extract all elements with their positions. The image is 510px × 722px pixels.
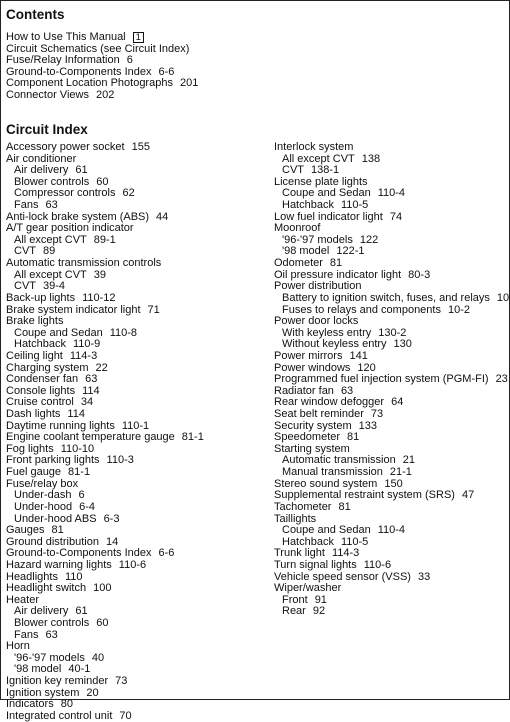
contents-entry-title: Circuit Schematics (see Circuit Index) bbox=[6, 42, 190, 55]
index-entry-page: 155 bbox=[131, 141, 150, 153]
index-entry-title: Coupe and Sedan bbox=[282, 524, 371, 537]
index-entry-page: 92 bbox=[312, 605, 326, 618]
index-entry-page: 110-4 bbox=[377, 524, 406, 537]
index-entry-page: 138 bbox=[361, 152, 381, 165]
index-entry-page: 61 bbox=[75, 605, 88, 618]
contents-entry-title: Component Location Photographs bbox=[6, 77, 173, 90]
index-entry-title: Under-hood ABS bbox=[14, 512, 97, 525]
index-entry-page: 89 bbox=[43, 245, 56, 258]
index-entry-page: 63 bbox=[340, 384, 354, 397]
index-entry-title: '96-'97 models bbox=[282, 233, 353, 246]
contents-entry-title: How to Use This Manual bbox=[6, 31, 126, 43]
contents-entry-title: Connector Views bbox=[6, 89, 89, 102]
index-entry-page: 6-6 bbox=[158, 547, 175, 560]
index-entry-page: 14 bbox=[105, 535, 119, 548]
index-entry-page: 64 bbox=[391, 396, 404, 409]
index-entry-page: 21-1 bbox=[389, 466, 412, 479]
index-entry-page: 10 bbox=[496, 291, 510, 304]
index-entry-page: 39 bbox=[93, 268, 106, 281]
index-entry-title: CVT bbox=[282, 164, 304, 177]
index-entry-title: Compressor controls bbox=[14, 187, 116, 200]
index-entry-page: 130 bbox=[393, 338, 412, 351]
index-entry-title: Security system bbox=[274, 419, 352, 432]
index-entry-title: Ceiling light bbox=[6, 349, 63, 362]
index-entry-page: 6-4 bbox=[79, 500, 95, 513]
contents-entry-page: 6 bbox=[126, 54, 133, 67]
index-entry-page: 81 bbox=[338, 500, 351, 513]
index-entry-title: Fuel gauge bbox=[6, 466, 62, 479]
index-entry-title: Front parking lights bbox=[6, 454, 100, 467]
index-entry-title: Front bbox=[282, 593, 308, 606]
index-entry-title: All except CVT bbox=[14, 233, 87, 246]
index-entry-title: Power door locks bbox=[274, 315, 359, 328]
index-entry-title: A/T gear position indicator bbox=[6, 222, 134, 235]
index-entry-title: Cruise control bbox=[6, 396, 74, 409]
circuit-index-right-column bbox=[274, 142, 510, 618]
index-entry-title: Heater bbox=[6, 593, 40, 606]
index-entry-page: 63 bbox=[45, 199, 58, 212]
index-entry-title: Dash lights bbox=[6, 408, 61, 421]
index-entry-title: Horn bbox=[6, 640, 30, 653]
index-subentry[interactable] bbox=[6, 514, 268, 526]
index-entry-title: Coupe and Sedan bbox=[14, 326, 103, 339]
index-entry-title: Hatchback bbox=[282, 199, 334, 212]
contents-entry-page: 6-6 bbox=[158, 65, 175, 78]
index-entry-title: Hatchback bbox=[14, 338, 66, 351]
contents-entry-title: Fuse/Relay Information bbox=[6, 54, 120, 67]
index-entry[interactable] bbox=[6, 711, 268, 722]
index-entry-title: Manual transmission bbox=[282, 466, 383, 479]
circuit-index-heading: Circuit Index bbox=[6, 122, 88, 137]
index-entry-title: '96-'97 models bbox=[14, 651, 85, 664]
index-entry-page: 47 bbox=[461, 489, 475, 502]
index-entry-title: Back-up lights bbox=[6, 291, 76, 304]
index-entry-title: Power distribution bbox=[274, 280, 362, 293]
index-entry-title: CVT bbox=[14, 245, 36, 258]
index-entry-title: Ignition key reminder bbox=[6, 675, 109, 688]
index-entry-title: Trunk light bbox=[274, 547, 325, 560]
index-entry-page: 22 bbox=[95, 361, 108, 374]
index-entry-page: 150 bbox=[384, 477, 403, 490]
index-entry-page: 138-1 bbox=[311, 164, 340, 177]
index-entry-page: 114 bbox=[67, 408, 85, 421]
index-entry-page: 74 bbox=[389, 210, 403, 223]
index-entry-page: 114-3 bbox=[331, 547, 360, 560]
index-entry-title: Headlights bbox=[6, 570, 58, 583]
index-entry-page: 110-5 bbox=[340, 199, 369, 212]
index-entry-title: Supplemental restraint system (SRS) bbox=[274, 489, 455, 502]
index-entry-title: Ground distribution bbox=[6, 535, 99, 548]
index-entry-title: Fans bbox=[14, 628, 39, 641]
index-entry-title: Oil pressure indicator light bbox=[274, 268, 402, 281]
index-entry-title: Without keyless entry bbox=[282, 338, 387, 351]
contents-heading: Contents bbox=[6, 7, 65, 22]
index-entry-page: 110-12 bbox=[82, 291, 116, 304]
index-entry-page: 133 bbox=[358, 419, 377, 432]
index-entry-title: Fuses to relays and components bbox=[282, 303, 441, 316]
index-entry-page: 91 bbox=[314, 593, 327, 606]
index-entry-page: 110-5 bbox=[340, 535, 369, 548]
index-entry-title: Air delivery bbox=[14, 164, 69, 177]
index-entry-page: 6-3 bbox=[103, 512, 120, 525]
index-entry-page: 60 bbox=[96, 175, 109, 188]
index-entry-title: Ignition system bbox=[6, 686, 80, 699]
index-entry-page: 80-3 bbox=[408, 268, 431, 281]
index-entry-title: Programmed fuel injection system (PGM-FI) bbox=[274, 373, 489, 386]
index-entry-title: Rear window defogger bbox=[274, 396, 385, 409]
index-entry-page: 81 bbox=[329, 257, 343, 270]
index-entry-page: 100 bbox=[93, 582, 112, 595]
index-entry-page: 110-4 bbox=[377, 187, 406, 200]
index-entry-page: 34 bbox=[80, 396, 94, 409]
index-entry-title: Fuse/relay box bbox=[6, 477, 79, 490]
index-entry[interactable] bbox=[6, 583, 268, 595]
index-entry-title: Fans bbox=[14, 199, 39, 212]
index-entry-page: 81 bbox=[347, 431, 360, 444]
index-entry-page: 110-1 bbox=[121, 419, 150, 432]
index-entry-title: Coupe and Sedan bbox=[282, 187, 371, 200]
index-entry-page: 6 bbox=[78, 489, 85, 502]
index-entry-title: Rear bbox=[282, 605, 306, 618]
index-subentry[interactable] bbox=[274, 154, 510, 166]
index-entry-title: Anti-lock brake system (ABS) bbox=[6, 210, 150, 223]
index-entry-title: Hazard warning lights bbox=[6, 558, 112, 571]
index-entry-page: 81-1 bbox=[181, 431, 204, 444]
index-entry-title: All except CVT bbox=[14, 268, 87, 281]
index-entry-title: Engine coolant temperature gauge bbox=[6, 431, 175, 444]
index-entry-title: '98 model bbox=[14, 663, 62, 676]
index-entry-title: Automatic transmission controls bbox=[6, 257, 162, 270]
index-subentry[interactable] bbox=[6, 618, 268, 630]
index-entry-title: Console lights bbox=[6, 384, 76, 397]
index-entry-page: 89-1 bbox=[93, 233, 116, 246]
index-entry-page: 114 bbox=[82, 384, 100, 397]
index-entry-title: Accessory power socket bbox=[6, 141, 125, 153]
index-entry-page: 81 bbox=[51, 524, 64, 537]
index-subentry[interactable] bbox=[274, 606, 510, 618]
index-entry-title: Condenser fan bbox=[6, 373, 79, 386]
index-entry-page: 40-1 bbox=[68, 663, 91, 676]
index-entry-title: Radiator fan bbox=[274, 384, 334, 397]
index-entry-title: Gauges bbox=[6, 524, 45, 537]
index-entry-title: Indicators bbox=[6, 698, 54, 711]
index-entry-page: 60 bbox=[96, 616, 109, 629]
index-entry-page: 110 bbox=[64, 570, 83, 583]
index-entry-title: Vehicle speed sensor (VSS) bbox=[274, 570, 411, 583]
index-entry-title: Wiper/washer bbox=[274, 582, 342, 595]
index-entry-title: Air delivery bbox=[14, 605, 69, 618]
index-entry-page: 70 bbox=[119, 709, 132, 722]
index-entry-page: 63 bbox=[45, 628, 58, 641]
index-entry-title: Starting system bbox=[274, 442, 350, 455]
index-entry-page: 120 bbox=[357, 361, 376, 374]
index-entry-page: 110-6 bbox=[118, 558, 147, 571]
index-entry-title: '98 model bbox=[282, 245, 330, 258]
index-entry-title: Low fuel indicator light bbox=[274, 210, 383, 223]
index-entry-title: With keyless entry bbox=[282, 326, 372, 339]
index-entry-title: Odometer bbox=[274, 257, 323, 270]
index-subentry[interactable] bbox=[6, 630, 268, 642]
contents-list bbox=[6, 32, 306, 102]
index-entry-title: Under-dash bbox=[14, 489, 72, 502]
contents-entry-page: 201 bbox=[179, 77, 199, 90]
index-entry-title: Daytime running lights bbox=[6, 419, 115, 432]
index-entry-page: 23 bbox=[495, 373, 508, 386]
index-entry-title: Turn signal lights bbox=[274, 558, 357, 571]
index-entry-page: 33 bbox=[417, 570, 431, 583]
index-entry-title: License plate lights bbox=[274, 175, 368, 188]
index-entry-title: CVT bbox=[14, 280, 36, 293]
index-entry-title: Charging system bbox=[6, 361, 89, 374]
index-entry-page: 44 bbox=[156, 210, 169, 223]
index-entry-page: 21 bbox=[402, 454, 415, 467]
index-entry-title: Battery to ignition switch, fuses, and relays bbox=[282, 291, 490, 304]
index-entry-title: Headlight switch bbox=[6, 582, 87, 595]
index-entry-page: 73 bbox=[370, 408, 384, 421]
index-entry-page: 39-4 bbox=[43, 280, 66, 293]
index-entry-title: All except CVT bbox=[282, 152, 355, 165]
index-entry-title: Hatchback bbox=[282, 535, 334, 548]
index-entry-page: 40 bbox=[91, 651, 105, 664]
contents-entry-page: 1 bbox=[133, 32, 144, 43]
index-entry-page: 141 bbox=[349, 349, 368, 362]
index-entry-title: Ground-to-Components Index bbox=[6, 547, 152, 560]
index-entry-title: Power mirrors bbox=[274, 349, 343, 362]
index-entry-title: Blower controls bbox=[14, 616, 90, 629]
index-entry-title: Stereo sound system bbox=[274, 477, 378, 490]
index-entry-title: Integrated control unit bbox=[6, 709, 113, 722]
index-entry-title: Speedometer bbox=[274, 431, 341, 444]
index-entry-page: 114-3 bbox=[69, 349, 98, 362]
index-entry-title: Automatic transmission bbox=[282, 454, 396, 467]
index-entry-page: 110-3 bbox=[106, 454, 134, 467]
index-entry-page: 73 bbox=[115, 675, 128, 688]
circuit-index-left-column bbox=[6, 142, 268, 722]
index-entry-title: Interlock system bbox=[274, 141, 354, 153]
index-entry-title: Seat belt reminder bbox=[274, 408, 364, 421]
index-entry-page: 122-1 bbox=[336, 245, 365, 258]
index-entry-page: 110-10 bbox=[60, 442, 95, 455]
index-entry-title: Under-hood bbox=[14, 500, 73, 513]
index-entry-page: 110-9 bbox=[72, 338, 101, 351]
index-entry-page: 63 bbox=[85, 373, 98, 386]
contents-entry-page: 202 bbox=[95, 89, 115, 102]
contents-entry-title: Ground-to-Components Index bbox=[6, 65, 152, 78]
index-entry-title: Blower controls bbox=[14, 175, 90, 188]
index-entry-title: Fog lights bbox=[6, 442, 54, 455]
index-entry-page: 81-1 bbox=[68, 466, 91, 479]
index-entry-title: Tachometer bbox=[274, 500, 332, 513]
index-entry-title: Brake lights bbox=[6, 315, 64, 328]
index-entry-page: 110-8 bbox=[109, 326, 138, 339]
index-entry-title: Moonroof bbox=[274, 222, 321, 235]
index-subentry[interactable] bbox=[274, 595, 510, 607]
index-entry-title: Taillights bbox=[274, 512, 317, 525]
index-entry-page: 110-6 bbox=[363, 558, 392, 571]
index-entry-title: Air conditioner bbox=[6, 152, 77, 165]
index-entry-page: 80 bbox=[60, 698, 73, 711]
index-entry-page: 122 bbox=[359, 233, 379, 246]
index-entry-page: 130-2 bbox=[378, 326, 407, 339]
contents-entry[interactable] bbox=[6, 90, 306, 102]
index-entry-page: 62 bbox=[122, 187, 135, 200]
index-entry-page: 61 bbox=[75, 164, 88, 177]
index-entry-title: Brake system indicator light bbox=[6, 303, 141, 316]
index-entry-page: 10-2 bbox=[447, 303, 471, 316]
index-entry[interactable] bbox=[274, 583, 510, 595]
index-entry-title: Power windows bbox=[274, 361, 351, 374]
index-entry-page: 20 bbox=[86, 686, 99, 699]
index-entry-page: 71 bbox=[147, 303, 160, 316]
